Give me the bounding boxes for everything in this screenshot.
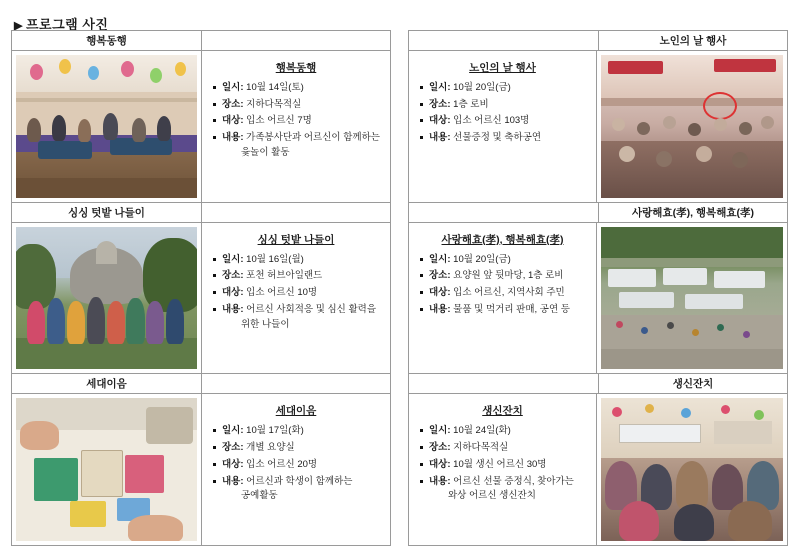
value-content: 어르신과 학생이 함께하는 [246,475,353,487]
list-item-date [418,81,587,96]
value-target: 10월 생신 어르신 30명 [453,458,547,470]
row-header [12,203,390,223]
row-body [409,394,787,545]
value-place: 요양원 앞 뒷마당, 1층 로비 [453,270,564,282]
list-item-target [418,114,587,129]
list-item-target [211,114,381,129]
value-content: 가족봉사단과 어르신이 함께하는 [246,132,380,144]
value-target: 입소 어르신 7명 [246,115,312,127]
row-header-blank [409,31,599,50]
row-body [409,223,787,374]
label-target: 대상: [429,287,451,299]
value-target: 입소 어르신, 지역사회 주민 [453,287,565,299]
event-title: 세대이음 [275,405,317,418]
text-cell [202,394,390,545]
value-date: 10월 16일(월) [246,253,304,265]
row-header-label: 싱싱 텃밭 나들이 [12,203,202,222]
page-title-text: 프로그램 사진 [25,17,109,32]
event-detail-list [211,424,381,504]
row-header-label: 사랑해효(孝), 행복해효(孝) [632,206,754,219]
list-item-place [418,441,587,456]
value-date: 10월 20일(금) [453,253,511,265]
label-content: 내용: [429,132,451,144]
list-item-target [211,458,381,473]
value-place: 지하다목적실 [453,442,509,454]
label-place: 장소: [222,98,244,110]
event-detail-list [418,253,587,318]
label-content: 내용: [222,303,244,315]
right-column-table [408,30,788,546]
row-header [409,31,787,51]
event-detail-list [418,81,587,146]
photo-cell [12,394,202,545]
row-header-label: 노인의 날 행사 [659,35,727,47]
label-date: 일시: [429,253,451,265]
row-body [12,51,390,202]
row-header-blank [409,374,599,393]
list-item-content [211,131,381,160]
label-place: 장소: [222,442,244,454]
event-detail-list [211,253,381,333]
row-body [409,51,787,202]
value-place: 개별 요양실 [246,442,295,454]
table-row [12,203,390,375]
list-item-content [418,303,587,318]
label-place: 장소: [429,442,451,454]
row-header-label: 행복동행 [12,31,202,50]
row-header-blank [202,374,390,393]
list-item-target [418,286,587,301]
value-content-line2: 와상 어르신 생신잔치 [448,490,536,502]
event-title: 행복동행 [275,62,317,74]
row-header-blank [202,203,390,222]
label-target: 대상: [222,458,244,470]
text-cell [202,223,390,374]
label-place: 장소: [429,270,451,282]
list-item-target [211,286,381,301]
list-item-content [418,475,587,504]
program-photo-indoor-party-balloons [16,55,197,198]
text-cell [409,394,597,545]
list-item-date [418,424,587,439]
photo-cell [597,223,787,374]
value-date: 10월 24일(화) [453,425,511,437]
label-date: 일시: [222,253,244,265]
label-date: 일시: [222,82,244,93]
label-content: 내용: [429,303,451,315]
program-photo-group-photo-outdoor [16,227,197,370]
label-target: 대상: [222,115,244,127]
left-column-table [11,30,391,546]
list-item-place [418,269,587,284]
label-target: 대상: [222,287,244,299]
label-date: 일시: [429,425,451,437]
list-item-content [211,475,381,504]
label-date: 일시: [222,425,244,437]
table-row [12,374,390,545]
row-header-label: 세대이음 [12,374,202,393]
photo-cell [597,394,787,545]
list-item-place [418,98,587,113]
value-date: 10월 17일(화) [246,425,304,437]
value-place: 1층 로비 [453,98,489,110]
triangle-bullet-icon: ▶ [14,20,23,32]
value-target: 입소 어르신 20명 [246,458,318,470]
event-title: 생신잔치 [482,405,523,418]
program-photo-birthday-party-indoor [601,398,783,541]
event-detail-list [211,81,381,161]
list-item-place [211,441,381,456]
event-title: 싱싱 텃밭 나들이 [257,233,335,246]
program-photo-craft-table-closeup [16,398,197,541]
value-target: 입소 어르신 10명 [246,287,318,299]
row-header [409,203,787,223]
text-cell [202,51,390,202]
event-detail-list [418,424,587,504]
table-row [12,31,390,203]
table-row [409,374,787,545]
row-header-blank [202,31,390,50]
value-content-line2: 위한 나들이 [241,318,290,330]
text-cell [409,223,597,374]
label-place: 장소: [222,270,244,282]
label-content: 내용: [222,475,244,487]
value-content-line2: 공예활동 [241,490,278,502]
list-item-place [211,98,381,113]
table-row [409,203,787,375]
text-cell [409,51,597,202]
row-header-blank [409,203,599,222]
list-item-date [211,253,381,268]
row-header-label: 생신잔치 [672,378,714,391]
list-item-date [418,253,587,268]
value-content-line2: 윷놀이 활동 [241,146,290,158]
label-target: 대상: [429,115,451,127]
list-item-date [211,81,381,96]
list-item-content [418,131,587,146]
label-date: 일시: [429,82,451,93]
row-header [409,374,787,394]
value-content: 어르신 선물 증정식, 찾아가는 [453,475,574,487]
value-date: 10월 20일(금) [453,82,511,93]
program-photo-event-hall-crowd [601,55,783,198]
row-header [12,31,390,51]
row-body [12,394,390,545]
label-target: 대상: [429,458,451,470]
label-place: 장소: [429,98,451,110]
label-content: 내용: [222,132,244,144]
event-title: 노인의 날 행사 [469,62,536,74]
list-item-place [211,269,381,284]
row-body [12,223,390,374]
value-content: 물품 및 먹거리 판매, 공연 등 [453,303,570,315]
value-target: 입소 어르신 103명 [453,115,530,127]
label-content: 내용: [429,475,451,487]
value-place: 포천 허브아일랜드 [246,270,323,282]
list-item-target [418,458,587,473]
table-row [409,31,787,203]
photo-cell [12,223,202,374]
event-title: 사랑해효(孝), 행복해효(孝) [441,233,564,246]
list-item-date [211,424,381,439]
value-date: 10월 14일(토) [246,82,304,93]
photo-cell [12,51,202,202]
program-photo-outdoor-bazaar-tents [601,227,783,370]
row-header [12,374,390,394]
photo-cell [597,51,787,202]
value-content: 선물증정 및 축하공연 [453,132,542,144]
value-content: 어르신 사회적응 및 심신 활력을 [246,303,377,315]
list-item-content [211,303,381,332]
value-place: 지하다목적실 [246,98,302,110]
